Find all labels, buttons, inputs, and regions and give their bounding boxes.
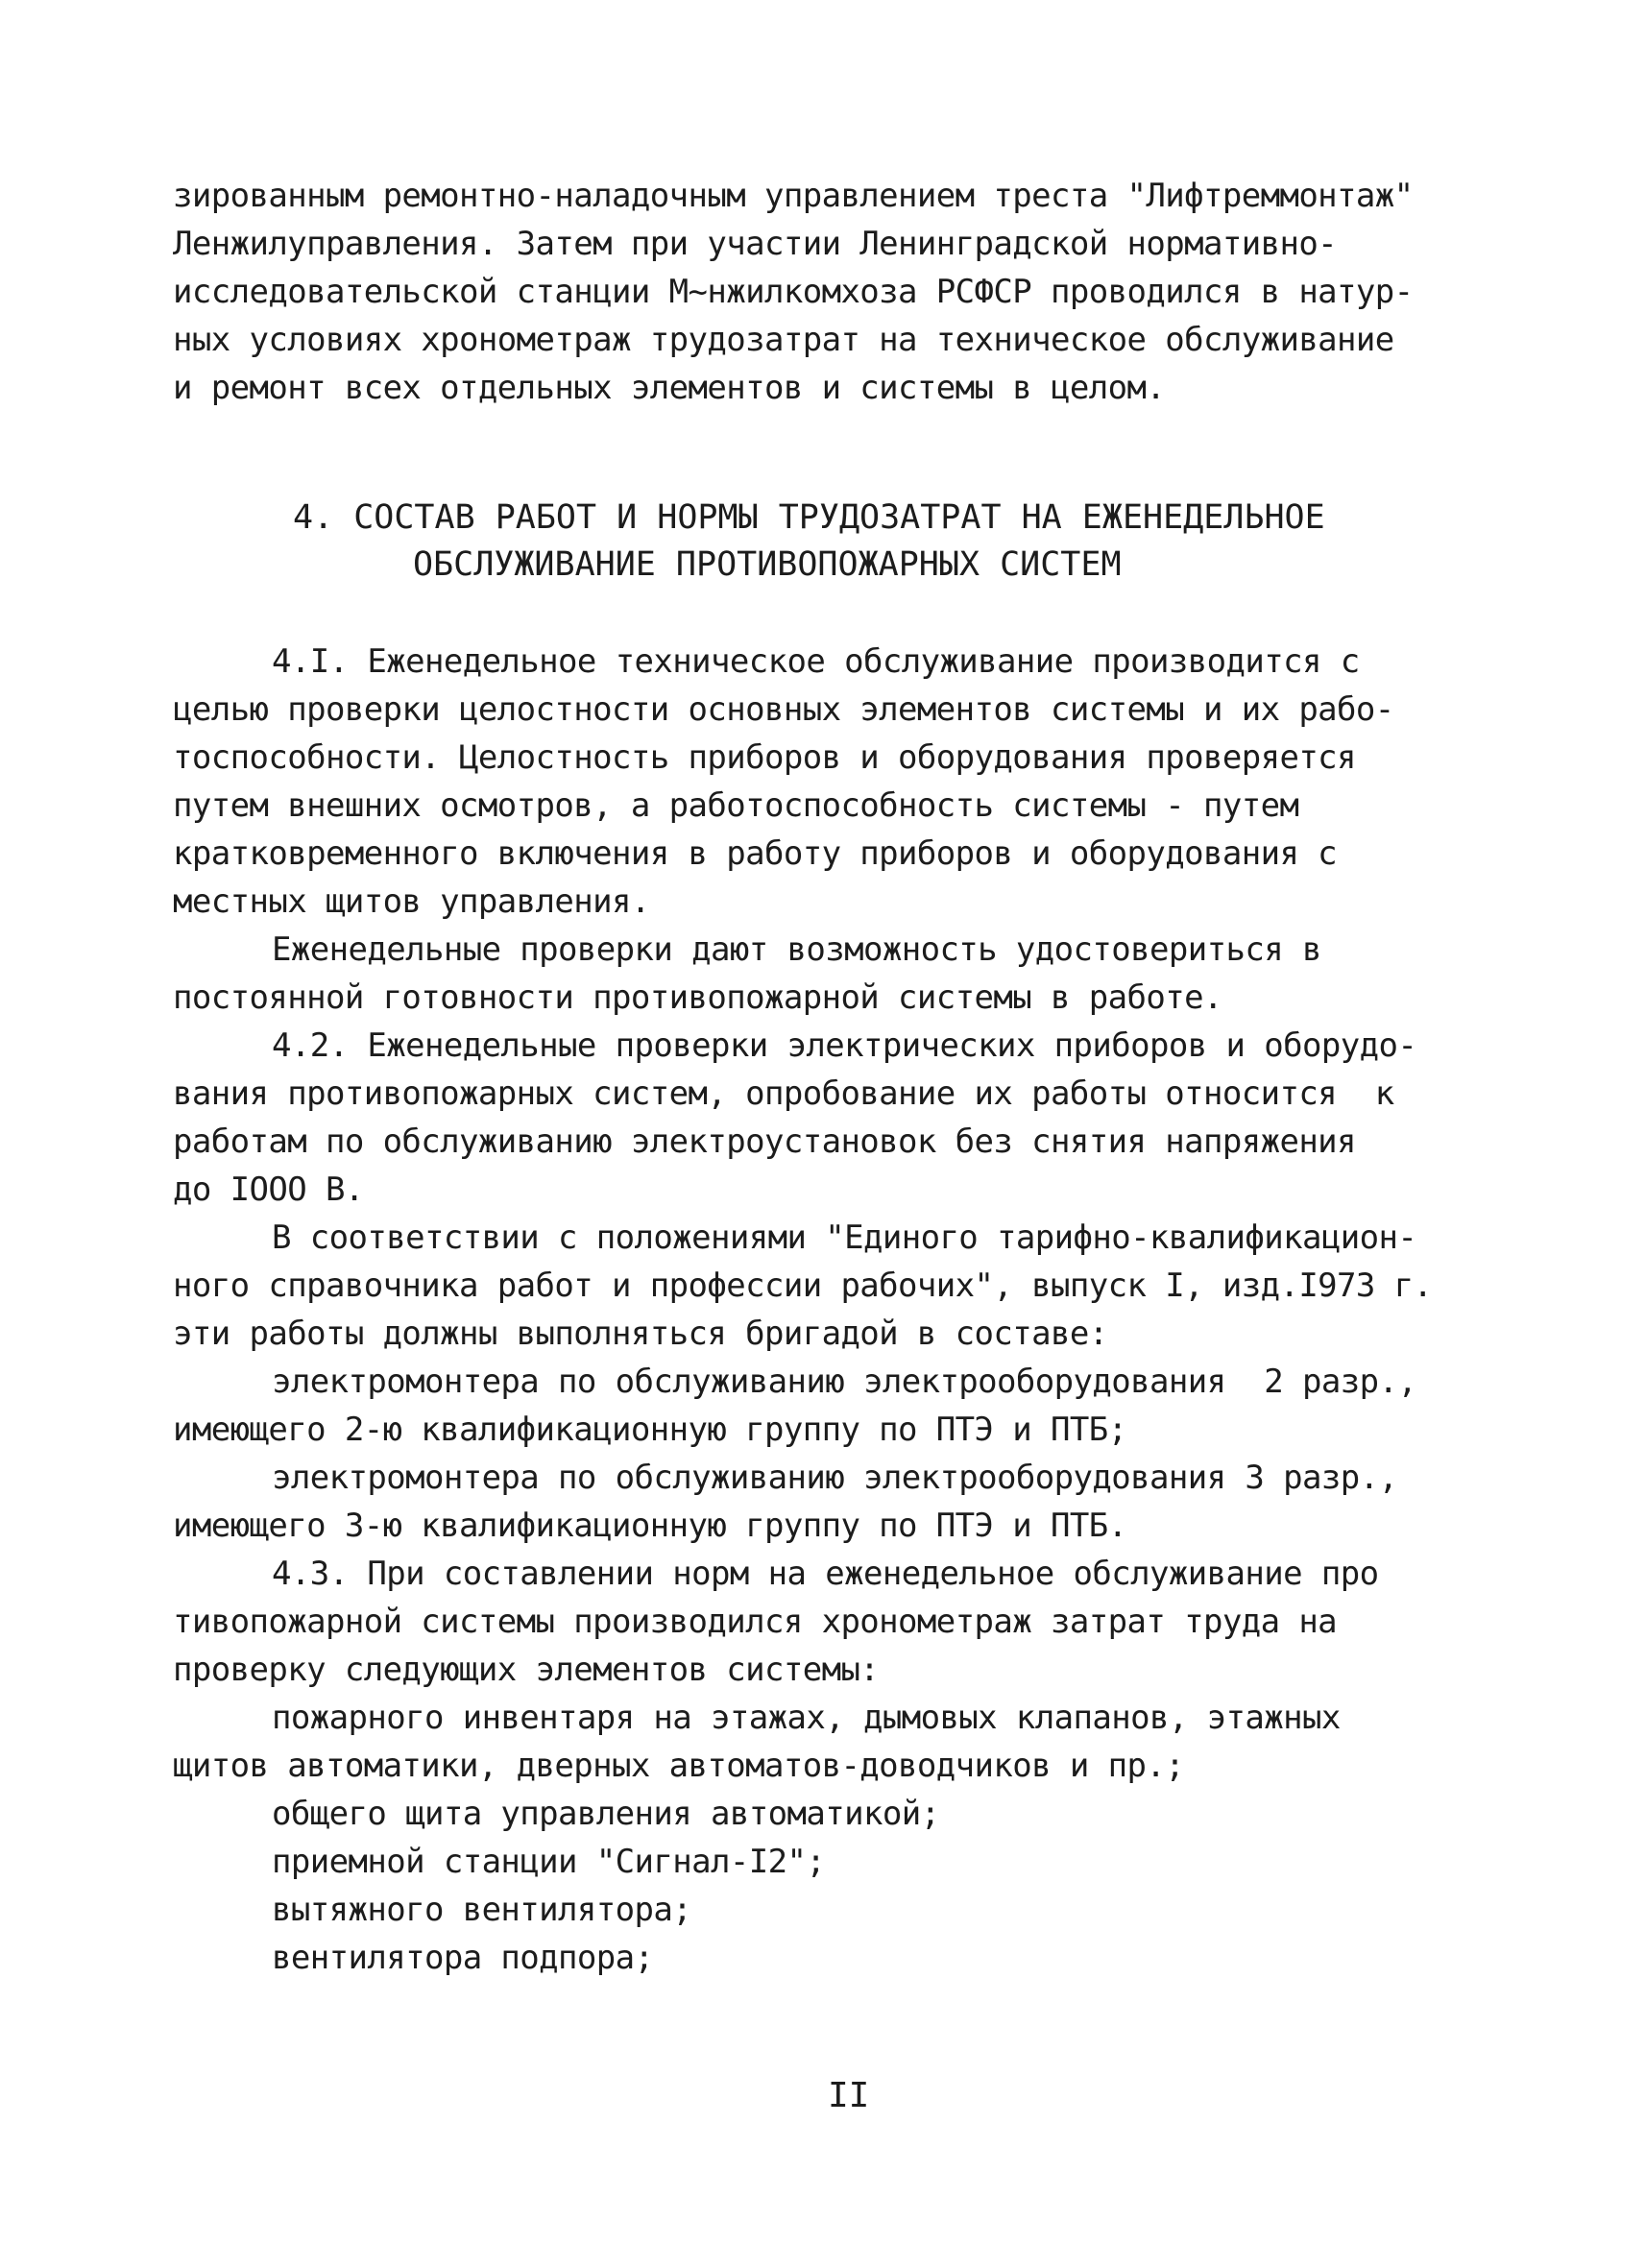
list-item: приемной станции "Сигнал-I2";	[272, 1843, 826, 1881]
paragraph-line: работам по обслуживанию электроустановок без снятия напряжения	[173, 1122, 1356, 1161]
page-number: II	[828, 2076, 870, 2115]
paragraph-line: до IOOO В.	[173, 1170, 364, 1209]
section-heading-line-1: 4. СОСТАВ РАБОТ И НОРМЫ ТРУДОЗАТРАТ НА ЕЖЕНЕДЕЛЬНОЕ	[293, 498, 1325, 537]
intro-line: и ремонт всех отдельных элементов и системы в целом.	[173, 369, 1166, 407]
paragraph-line: местных щитов управления.	[173, 882, 650, 921]
paragraph-line: 4.I. Еженедельное техническое обслуживание производится с	[272, 642, 1360, 681]
intro-line: Ленжилуправления. Затем при участии Ленинградской нормативно-	[173, 225, 1338, 263]
paragraph-line: ного справочника работ и профессии рабочих", выпуск I, изд.I973 г.	[173, 1267, 1433, 1305]
paragraph-line: проверку следующих элементов системы:	[173, 1651, 880, 1689]
section-heading-line-2: ОБСЛУЖИВАНИЕ ПРОТИВОПОЖАРНЫХ СИСТЕМ	[413, 545, 1122, 584]
intro-line: зированным ремонтно-наладочным управлением треста "Лифтреммонтаж"	[173, 177, 1414, 215]
paragraph-line: вания противопожарных систем, опробование их работы относится к	[173, 1074, 1394, 1113]
list-item: вентилятора подпора;	[272, 1939, 654, 1977]
paragraph-line: тоспособности. Целостность приборов и оборудования проверяется	[173, 738, 1356, 777]
intro-line: исследовательской станции М~нжилкомхоза РСФСР проводился в натур-	[173, 273, 1414, 311]
paragraph-line: электромонтера по обслуживанию электрооборудования 2 разр.,	[272, 1363, 1417, 1401]
paragraph-line: 4.2. Еженедельные проверки электрических приборов и оборудо-	[272, 1026, 1417, 1065]
paragraph-line: целью проверки целостности основных элементов системы и их рабо-	[173, 690, 1394, 729]
paragraph-line: постоянной готовности противопожарной системы в работе.	[173, 978, 1222, 1017]
list-item: вытяжного вентилятора;	[272, 1891, 692, 1929]
paragraph-line: кратковременного включения в работу приборов и оборудования с	[173, 834, 1338, 873]
list-item: щитов автоматики, дверных автоматов-доводчиков и пр.;	[173, 1747, 1185, 1785]
list-item: общего щита управления автоматикой;	[272, 1795, 940, 1833]
paragraph-line: В соответствии с положениями "Единого тарифно-квалификацион-	[272, 1218, 1417, 1257]
paragraph-line: электромонтера по обслуживанию электрооборудования 3 разр.,	[272, 1459, 1398, 1497]
list-item: пожарного инвентаря на этажах, дымовых клапанов, этажных	[272, 1699, 1341, 1737]
paragraph-line: Еженедельные проверки дают возможность удостовериться в	[272, 930, 1321, 969]
paragraph-line: путем внешних осмотров, а работоспособность системы - путем	[173, 786, 1299, 825]
paragraph-line: эти работы должны выполняться бригадой в составе:	[173, 1315, 1108, 1353]
paragraph-line: тивопожарной системы производился хронометраж затрат труда на	[173, 1603, 1338, 1641]
intro-line: ных условиях хронометраж трудозатрат на техническое обслуживание	[173, 321, 1394, 359]
paragraph-line: имеющего 2-ю квалификационную группу по ПТЭ и ПТБ;	[173, 1411, 1127, 1449]
paragraph-line: имеющего 3-ю квалификационную группу по ПТЭ и ПТБ.	[173, 1507, 1127, 1545]
paragraph-line: 4.3. При составлении норм на еженедельное обслуживание про	[272, 1555, 1379, 1593]
